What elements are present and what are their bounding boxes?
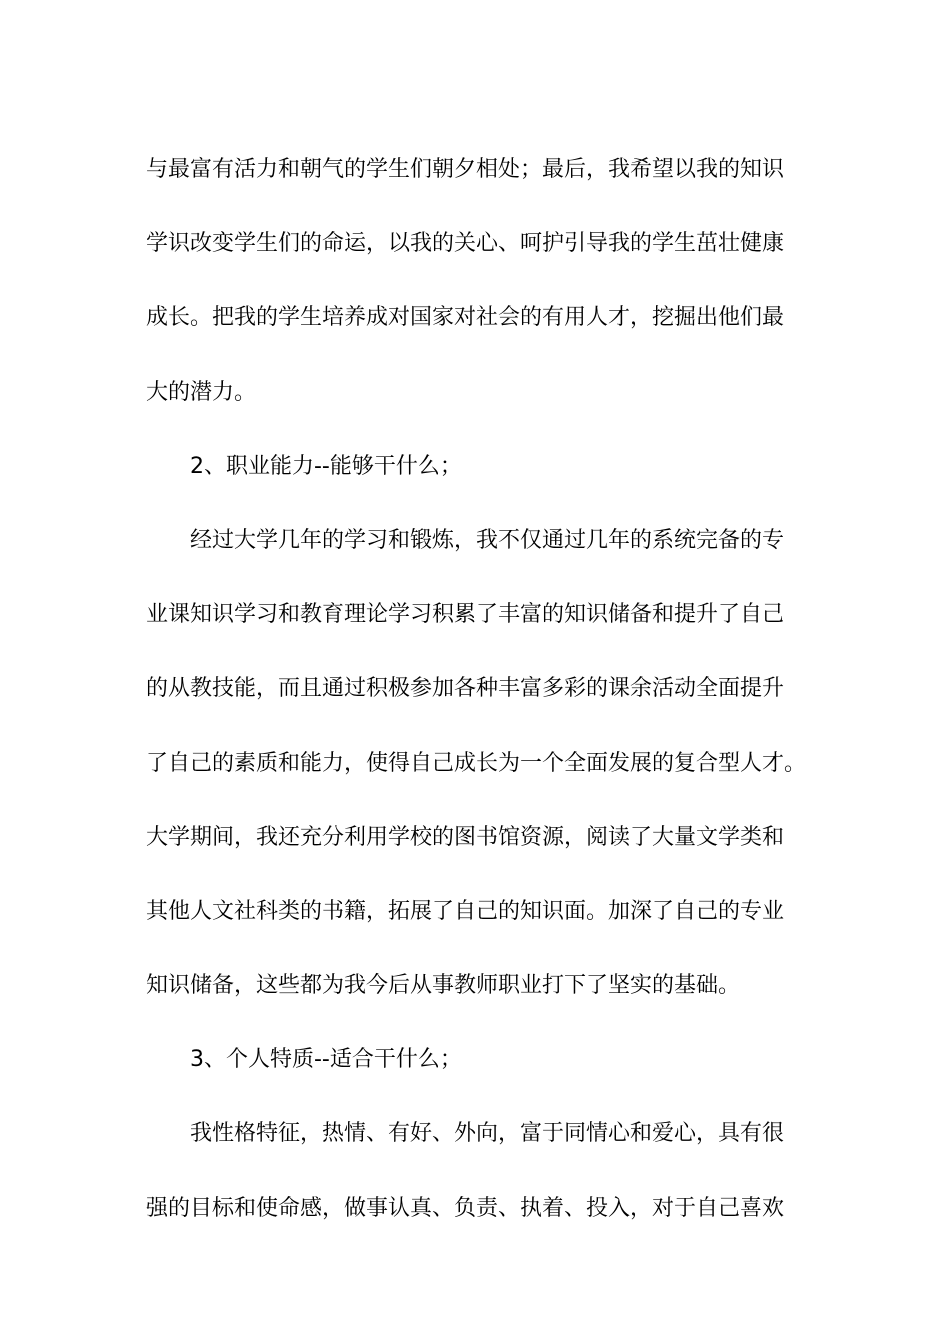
paragraph-line: 其他人文社科类的书籍，拓展了自己的知识面。加深了自己的专业 xyxy=(146,898,785,924)
document-body xyxy=(146,133,811,1246)
paragraph-line: 成长。把我的学生培养成对国家对社会的有用人才，挖掘出他们最 xyxy=(146,305,785,331)
paragraph-line: 我性格特征，热情、有好、外向，富于同情心和爱心，具有很 xyxy=(190,1121,785,1147)
paragraph-line: 了自己的素质和能力，使得自己成长为一个全面发展的复合型人才。 xyxy=(146,750,807,776)
paragraph-line: 知识储备，这些都为我今后从事教师职业打下了坚实的基础。 xyxy=(146,973,741,999)
paragraph-line: 经过大学几年的学习和锻炼，我不仅通过几年的系统完备的专 xyxy=(190,527,785,553)
section-heading: 3、个人特质--适合干什么； xyxy=(190,1047,462,1073)
section-heading: 2、职业能力--能够干什么； xyxy=(190,453,462,479)
paragraph-line: 大学期间，我还充分利用学校的图书馆资源，阅读了大量文学类和 xyxy=(146,824,785,850)
paragraph-line: 的从教技能，而且通过积极参加各种丰富多彩的课余活动全面提升 xyxy=(146,676,785,702)
paragraph-line: 学识改变学生们的命运，以我的关心、呵护引导我的学生茁壮健康 xyxy=(146,231,785,257)
paragraph-line: 大的潜力。 xyxy=(146,379,257,405)
paragraph-line: 与最富有活力和朝气的学生们朝夕相处；最后，我希望以我的知识 xyxy=(146,157,785,182)
paragraph-line: 强的目标和使命感，做事认真、负责、执着、投入，对于自己喜欢 xyxy=(146,1195,785,1221)
paragraph-line: 业课知识学习和教育理论学习积累了丰富的知识储备和提升了自己 xyxy=(146,602,785,628)
